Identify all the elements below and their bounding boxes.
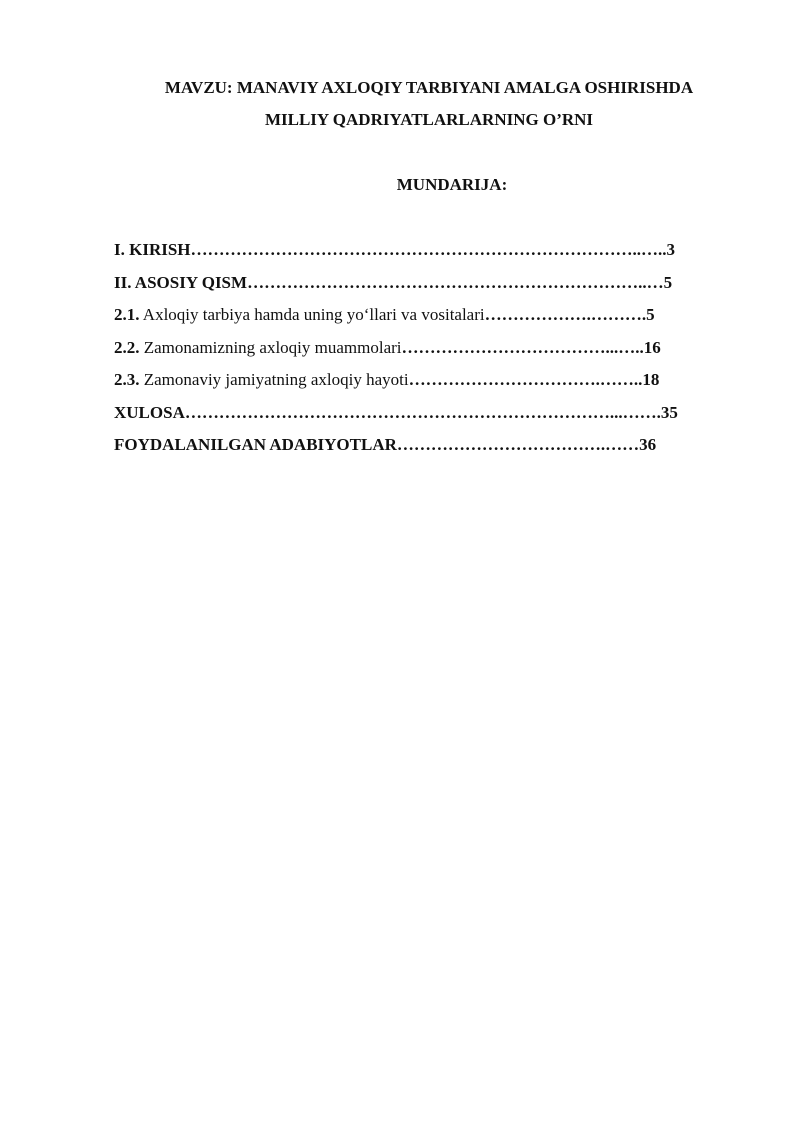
document-title-line-2: MILLIY QADRIYATLARLARNING O’RNI <box>264 110 594 129</box>
toc-entry-page: 3 <box>666 240 676 259</box>
toc-entry-leader: ……………………………….…… <box>396 435 640 454</box>
toc-entry-number: 2.1. <box>114 305 140 324</box>
toc-entry-title: Axloqiy tarbiya hamda uning yo‘llari va vositalari <box>139 305 485 324</box>
toc-entry-title: Zamonamizning axloqiy muammolari <box>139 337 402 357</box>
toc-entry-2-3 <box>114 369 734 402</box>
toc-entry-leader: ……………….………. <box>484 305 647 324</box>
toc-entry-page: 36 <box>639 435 657 454</box>
toc-entry-2-1 <box>114 304 734 337</box>
toc-entry-leader: …………………………………………………………………...……. <box>184 402 661 422</box>
toc-entry-page: 16 <box>643 337 661 357</box>
toc-entry-title: XULOSA <box>114 402 185 422</box>
table-of-contents <box>114 239 734 467</box>
toc-entry-2-2 <box>114 337 734 370</box>
toc-entry-title: II. ASOSIY QISM <box>114 272 248 292</box>
toc-entry-leader: …………………………….…….. <box>408 370 643 389</box>
toc-entry-kirish <box>114 239 734 272</box>
toc-heading: MUNDARIJA: <box>396 175 508 194</box>
toc-entry-title: Zamonaviy jamiyatning axloqiy hayoti <box>139 370 409 389</box>
document-title-line-1: MAVZU: MANAVIY AXLOQIY TARBIYANI AMALGA OSHIRISHDA <box>164 78 694 97</box>
toc-entry-leader: ………………………………...….. <box>401 337 644 357</box>
toc-entry-leader: ……………………………………………………………..… <box>247 272 664 292</box>
toc-entry-page: 35 <box>660 402 678 422</box>
toc-entry-page: 5 <box>646 305 655 324</box>
toc-entry-number: 2.2. <box>114 337 140 357</box>
toc-entry-adabiyotlar <box>114 434 734 467</box>
toc-entry-asosiy-qism <box>114 272 734 305</box>
toc-entry-page: 5 <box>663 272 673 292</box>
toc-entry-page: 18 <box>642 370 660 389</box>
toc-entry-xulosa <box>114 402 734 435</box>
toc-entry-title: I. KIRISH <box>114 240 191 259</box>
toc-entry-leader: ……………………………………………………………………..….. <box>190 240 667 259</box>
toc-entry-number: 2.3. <box>114 370 140 389</box>
toc-entry-title: FOYDALANILGAN ADABIYOTLAR <box>114 435 397 454</box>
